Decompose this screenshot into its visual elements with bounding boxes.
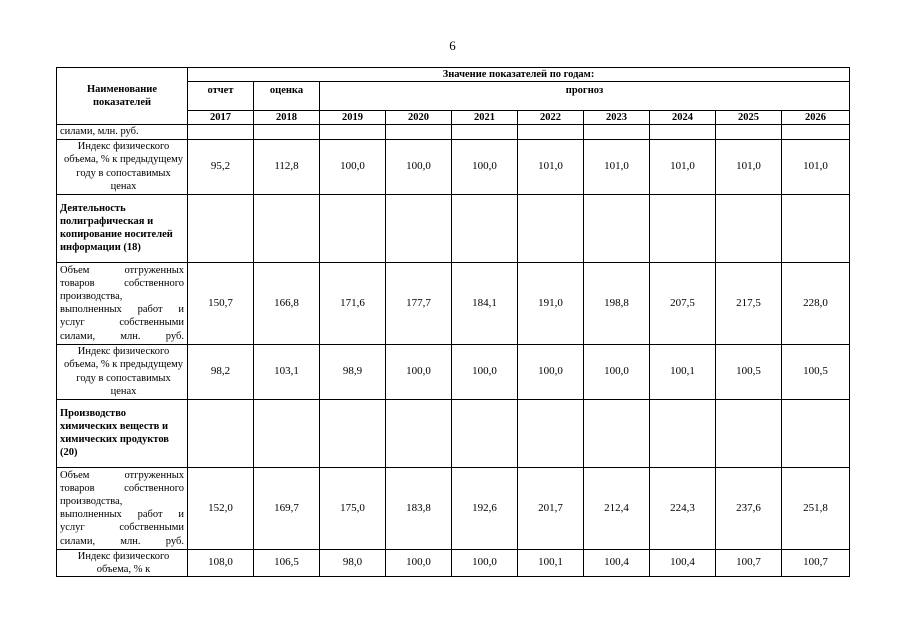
- value-cell: [188, 194, 254, 262]
- value-cell: [650, 125, 716, 139]
- indicator-name: силами, млн. руб.: [57, 125, 188, 139]
- value-cell: 101,0: [716, 139, 782, 194]
- value-cell: 224,3: [650, 467, 716, 549]
- value-cell: [320, 194, 386, 262]
- section-title: Производство химических веществ и химических продуктов (20): [57, 399, 188, 467]
- value-cell: 101,0: [584, 139, 650, 194]
- header-estimate: оценка: [254, 82, 320, 111]
- value-cell: [188, 399, 254, 467]
- value-cell: [518, 125, 584, 139]
- value-cell: 251,8: [782, 467, 850, 549]
- header-year: 2020: [386, 111, 452, 125]
- value-cell: [254, 125, 320, 139]
- value-cell: 100,0: [452, 549, 518, 576]
- table-row: [57, 125, 850, 139]
- header-year: 2025: [716, 111, 782, 125]
- value-cell: 103,1: [254, 344, 320, 399]
- value-cell: 100,5: [782, 344, 850, 399]
- value-cell: [452, 194, 518, 262]
- value-cell: 100,0: [386, 549, 452, 576]
- value-cell: [452, 125, 518, 139]
- value-cell: [188, 125, 254, 139]
- indicator-name: Индекс физического объема, % к предыдущему году в сопоставимых ценах: [57, 139, 188, 194]
- value-cell: [716, 125, 782, 139]
- value-cell: 100,0: [320, 139, 386, 194]
- indicator-name: Объем отгруженных товаров собственного производства, выполненных работ и услуг собственными силами, млн. руб.: [57, 262, 188, 344]
- value-cell: 100,7: [782, 549, 850, 576]
- header-forecast: прогноз: [320, 82, 850, 111]
- value-cell: [518, 194, 584, 262]
- value-cell: 100,7: [716, 549, 782, 576]
- value-cell: 101,0: [518, 139, 584, 194]
- value-cell: 237,6: [716, 467, 782, 549]
- header-year: 2024: [650, 111, 716, 125]
- header-year: 2018: [254, 111, 320, 125]
- value-cell: 100,0: [386, 139, 452, 194]
- indicator-name: Объем отгруженных товаров собственного производства, выполненных работ и услуг собственными силами, млн. руб.: [57, 467, 188, 549]
- value-cell: 228,0: [782, 262, 850, 344]
- table-row: [57, 262, 850, 344]
- value-cell: 98,2: [188, 344, 254, 399]
- header-year: 2022: [518, 111, 584, 125]
- header-year: 2017: [188, 111, 254, 125]
- value-cell: [782, 194, 850, 262]
- table-row: [57, 549, 850, 576]
- value-cell: 171,6: [320, 262, 386, 344]
- value-cell: 95,2: [188, 139, 254, 194]
- section-row: [57, 399, 850, 467]
- value-cell: [584, 399, 650, 467]
- value-cell: 177,7: [386, 262, 452, 344]
- table-row: [57, 344, 850, 399]
- value-cell: [518, 399, 584, 467]
- section-row: [57, 194, 850, 262]
- value-cell: 192,6: [452, 467, 518, 549]
- value-cell: 100,5: [716, 344, 782, 399]
- value-cell: 98,0: [320, 549, 386, 576]
- value-cell: 100,0: [518, 344, 584, 399]
- value-cell: 100,0: [452, 139, 518, 194]
- table-row: [57, 467, 850, 549]
- value-cell: 207,5: [650, 262, 716, 344]
- value-cell: [650, 194, 716, 262]
- header-report: отчет: [188, 82, 254, 111]
- value-cell: 201,7: [518, 467, 584, 549]
- value-cell: [782, 399, 850, 467]
- value-cell: 212,4: [584, 467, 650, 549]
- value-cell: 150,7: [188, 262, 254, 344]
- header-name-column: Наименование показателей: [57, 68, 188, 125]
- value-cell: [386, 125, 452, 139]
- page-number: 6: [449, 38, 456, 53]
- value-cell: 100,0: [452, 344, 518, 399]
- value-cell: 112,8: [254, 139, 320, 194]
- value-cell: [584, 125, 650, 139]
- value-cell: 169,7: [254, 467, 320, 549]
- value-cell: 100,4: [584, 549, 650, 576]
- section-title: Деятельность полиграфическая и копирование носителей информации (18): [57, 194, 188, 262]
- value-cell: 98,9: [320, 344, 386, 399]
- value-cell: 184,1: [452, 262, 518, 344]
- value-cell: [254, 194, 320, 262]
- value-cell: [254, 399, 320, 467]
- header-year: 2023: [584, 111, 650, 125]
- value-cell: 152,0: [188, 467, 254, 549]
- header-year: 2021: [452, 111, 518, 125]
- value-cell: [452, 399, 518, 467]
- indicators-table: [56, 67, 850, 577]
- value-cell: [320, 399, 386, 467]
- table-row: [57, 139, 850, 194]
- value-cell: 198,8: [584, 262, 650, 344]
- indicator-name: Индекс физического объема, % к: [57, 549, 188, 576]
- header-values-title: Значение показателей по годам:: [188, 68, 850, 82]
- value-cell: [716, 399, 782, 467]
- value-cell: 101,0: [650, 139, 716, 194]
- value-cell: 100,0: [386, 344, 452, 399]
- value-cell: 100,1: [518, 549, 584, 576]
- value-cell: 166,8: [254, 262, 320, 344]
- value-cell: 101,0: [782, 139, 850, 194]
- value-cell: 100,0: [584, 344, 650, 399]
- value-cell: [716, 194, 782, 262]
- value-cell: 183,8: [386, 467, 452, 549]
- value-cell: [782, 125, 850, 139]
- value-cell: 100,4: [650, 549, 716, 576]
- value-cell: 100,1: [650, 344, 716, 399]
- indicator-name: Индекс физического объема, % к предыдущему году в сопоставимых ценах: [57, 344, 188, 399]
- value-cell: 175,0: [320, 467, 386, 549]
- value-cell: 108,0: [188, 549, 254, 576]
- value-cell: [650, 399, 716, 467]
- value-cell: 106,5: [254, 549, 320, 576]
- value-cell: 191,0: [518, 262, 584, 344]
- header-year: 2026: [782, 111, 850, 125]
- value-cell: 217,5: [716, 262, 782, 344]
- header-year: 2019: [320, 111, 386, 125]
- value-cell: [320, 125, 386, 139]
- value-cell: [386, 399, 452, 467]
- value-cell: [584, 194, 650, 262]
- value-cell: [386, 194, 452, 262]
